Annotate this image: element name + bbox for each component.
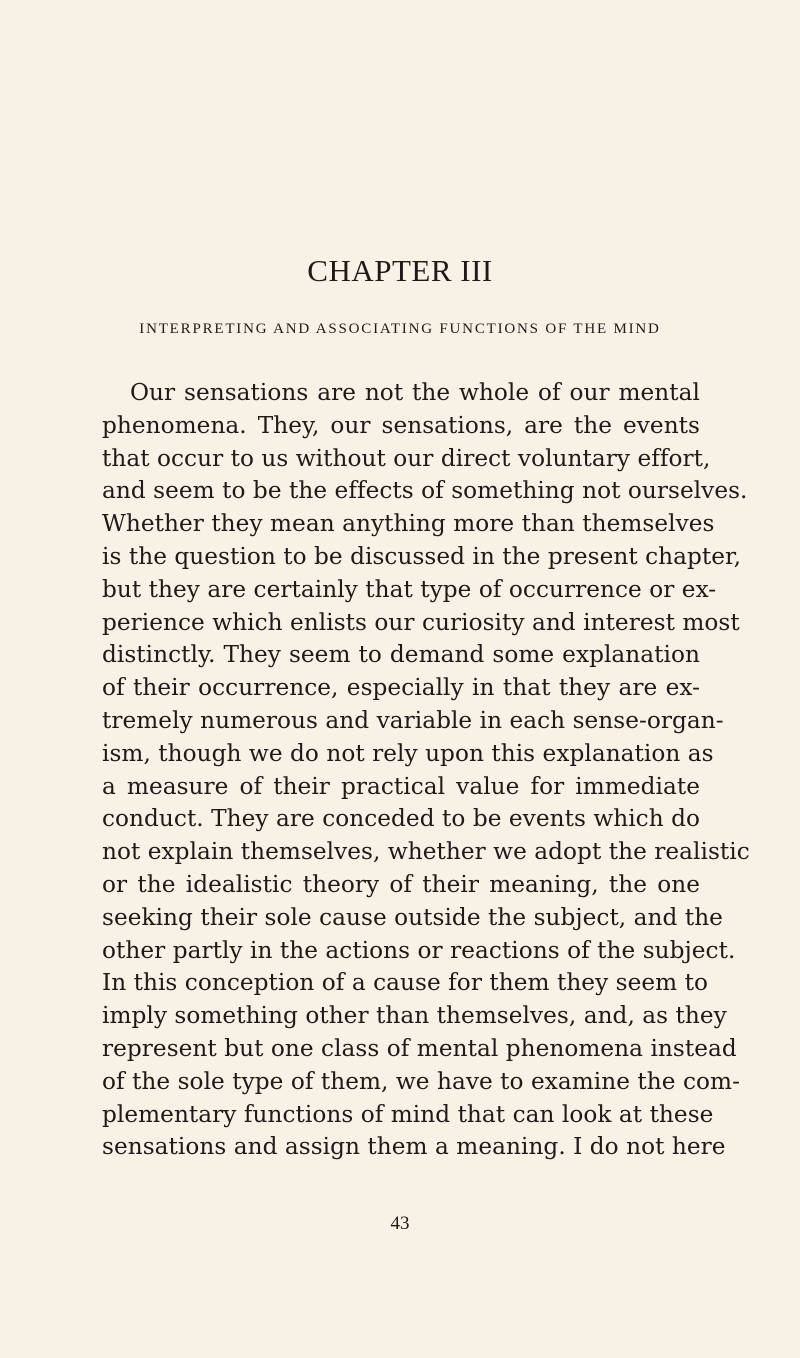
text-line: plementary functions of mind that can look at these xyxy=(102,1100,714,1128)
text-line: phenomena. They, our sensations, are the events xyxy=(102,411,700,439)
text-line: ism, though we do not rely upon this explanation as xyxy=(102,739,714,767)
text-line: and seem to be the effects of something not ourselves. xyxy=(102,477,748,505)
text-line: is the question to be discussed in the present chapter, xyxy=(102,542,742,570)
text-line: other partly in the actions or reactions of the subject. xyxy=(102,936,736,964)
text-line: Our sensations are not the whole of our mental xyxy=(130,379,700,406)
text-line: seeking their sole cause outside the subject, and the xyxy=(102,903,723,931)
text-line: perience which enlists our curiosity and interest most xyxy=(102,608,740,636)
chapter-heading: CHAPTER III xyxy=(307,253,493,288)
body-paragraph xyxy=(102,377,750,1164)
text-line: but they are certainly that type of occurrence or ex- xyxy=(102,575,717,603)
text-line: represent but one class of mental phenomena instead xyxy=(102,1034,737,1062)
text-line: In this conception of a cause for them they seem to xyxy=(102,969,708,997)
text-line: of their occurrence, especially in that they are ex- xyxy=(102,674,700,702)
page-number: 43 xyxy=(390,1213,410,1234)
text-line: conduct. They are conceded to be events which do xyxy=(102,805,701,833)
text-line: Whether they mean anything more than themselves xyxy=(102,510,715,538)
text-line: a measure of their practical value for immediate xyxy=(102,772,700,800)
text-line: tremely numerous and variable in each sense-organ- xyxy=(102,706,724,734)
text-line: sensations and assign them a meaning. I do not here xyxy=(102,1133,726,1161)
text-line: not explain themselves, whether we adopt the realistic xyxy=(102,838,750,866)
text-line: distinctly. They seem to demand some explanation xyxy=(102,641,700,669)
text-line: of the sole type of them, we have to examine the com- xyxy=(102,1067,740,1095)
chapter-title: INTERPRETING AND ASSOCIATING FUNCTIONS OF THE MIND xyxy=(139,321,661,337)
text-line: or the idealistic theory of their meaning, the one xyxy=(102,870,700,898)
text-line: that occur to us without our direct voluntary effort, xyxy=(102,444,711,472)
text-line: imply something other than themselves, and, as they xyxy=(102,1002,727,1030)
